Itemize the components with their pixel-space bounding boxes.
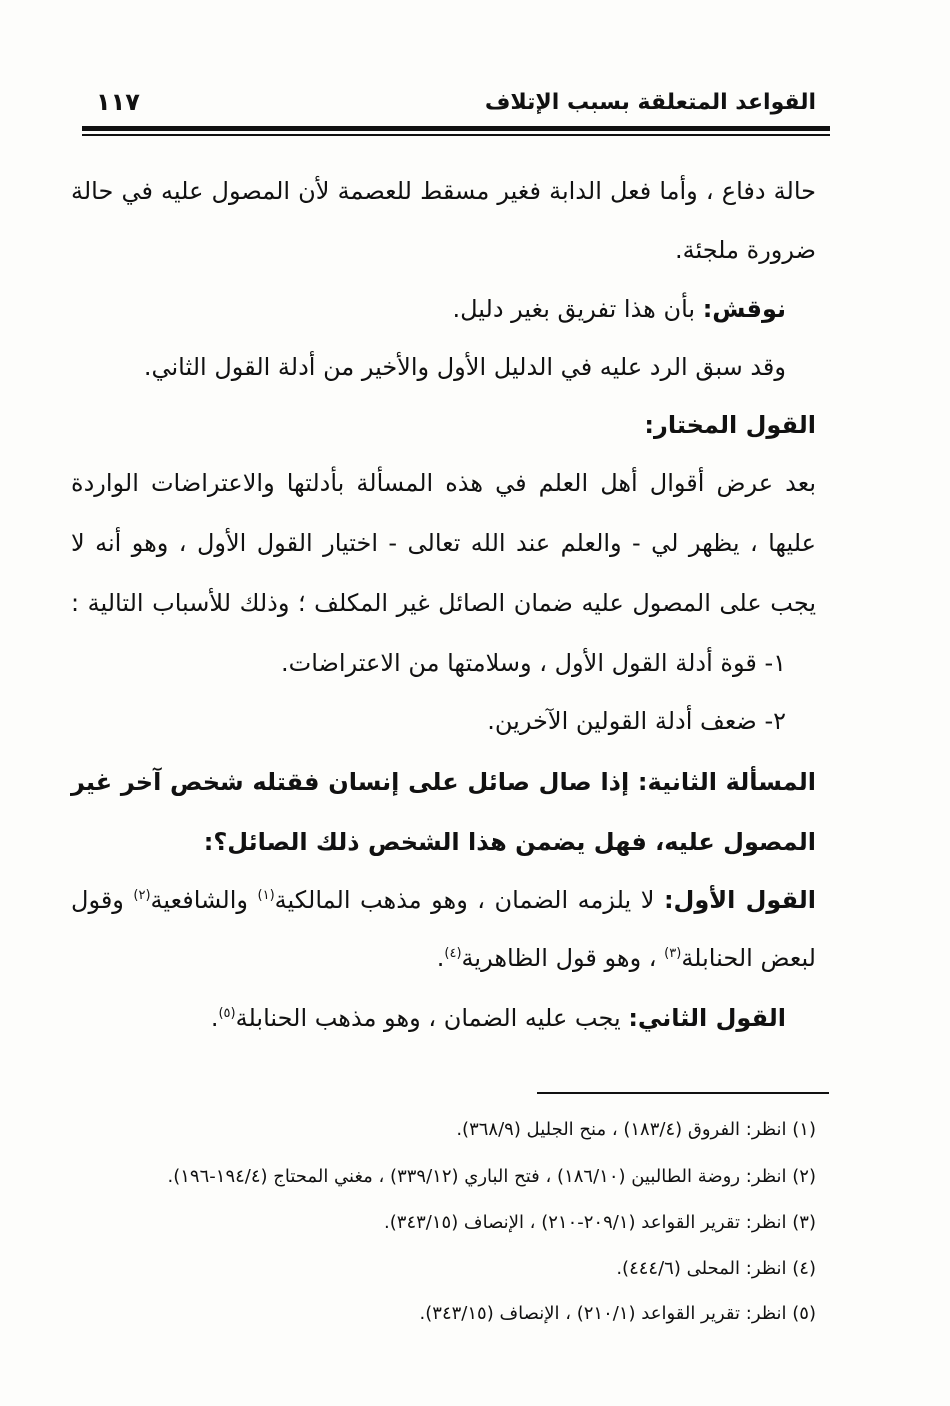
issue-heading-line-2: المصول عليه، فهل يضمن هذا الشخص ذلك الصائل؟: bbox=[203, 828, 816, 856]
objection-text: بأن هذا تفريق بغير دليل. bbox=[452, 295, 703, 323]
footnote-4: (٤) انظر: المحلى (٤٤٤/٦). bbox=[616, 1258, 816, 1279]
first-opinion-text-b: والشافعية bbox=[150, 886, 258, 914]
body-line-1: حالة دفاع ، وأما فعل الدابة فغير مسقط للعصمة لأن المصول عليه في حالة bbox=[71, 177, 816, 205]
reason-1: ١- قوة أدلة القول الأول ، وسلامتها من الاعتراضات. bbox=[280, 649, 786, 677]
footnote-ref-4[interactable]: (٤) bbox=[444, 946, 462, 961]
footnote-1: (١) انظر: الفروق (١٨٣/٤) ، منح الجليل (٣٦٨/٩). bbox=[456, 1119, 816, 1140]
second-opinion-text-b: . bbox=[210, 1004, 219, 1032]
running-header-title: القواعد المتعلقة بسبب الإتلاف bbox=[484, 90, 816, 115]
objection-label: نوقش: bbox=[702, 295, 786, 323]
footnote-5: (٥) انظر: تقرير القواعد (٢١٠/١) ، الإنصاف (٣٤٣/١٥). bbox=[419, 1303, 816, 1324]
first-opinion-text-f: . bbox=[436, 944, 445, 972]
issue-heading-line-1: المسألة الثانية: إذا صال صائل على إنسان فقتله شخص آخر غير bbox=[71, 768, 816, 796]
footnote-ref-2[interactable]: (٢) bbox=[133, 888, 151, 903]
first-opinion-line-1 bbox=[71, 883, 816, 917]
header-rule-thin bbox=[82, 134, 830, 136]
heading-chosen-opinion: القول المختار: bbox=[644, 411, 816, 439]
body-line-8: يجب على المصول عليه ضمان الصائل غير المكلف ؛ وذلك للأسباب التالية : bbox=[71, 589, 816, 617]
footnote-separator bbox=[537, 1092, 829, 1094]
footnote-ref-5[interactable]: (٥) bbox=[218, 1006, 236, 1021]
first-opinion-text-e: ، وهو قول الظاهرية bbox=[461, 944, 665, 972]
second-opinion-line bbox=[211, 1001, 786, 1035]
first-opinion-line-2 bbox=[437, 941, 816, 975]
first-opinion-text-d: لبعض الحنابلة bbox=[681, 944, 816, 972]
footnote-3: (٣) انظر: تقرير القواعد (٢٠٩/١-٢١٠) ، الإنصاف (٣٤٣/١٥). bbox=[384, 1212, 816, 1233]
first-opinion-label: القول الأول: bbox=[663, 886, 816, 914]
footnote-ref-1[interactable]: (١) bbox=[257, 888, 275, 903]
footnote-2: (٢) انظر: روضة الطالبين (١٨٦/١٠) ، فتح الباري (٣٣٩/١٢) ، مغني المحتاج (١٩٤/٤-١٩٦). bbox=[167, 1166, 816, 1187]
header-rule-thick bbox=[82, 126, 830, 131]
objection-line bbox=[452, 292, 786, 326]
second-opinion-label: القول الثاني: bbox=[628, 1004, 786, 1032]
footnote-ref-3[interactable]: (٣) bbox=[664, 946, 682, 961]
body-line-7: عليها ، يظهر لي - والعلم عند الله تعالى - اختيار القول الأول ، وهو أنه لا bbox=[71, 529, 816, 557]
body-line-6: بعد عرض أقوال أهل العلم في هذه المسألة بأدلتها والاعتراضات الواردة bbox=[71, 469, 816, 497]
second-opinion-text-a: يجب عليه الضمان ، وهو مذهب الحنابلة bbox=[235, 1004, 629, 1032]
page-number: ١١٧ bbox=[96, 88, 140, 116]
body-line-4: وقد سبق الرد عليه في الدليل الأول والأخير من أدلة القول الثاني. bbox=[143, 353, 786, 381]
first-opinion-text-a: لا يلزمه الضمان ، وهو مذهب المالكية bbox=[274, 886, 664, 914]
reason-2: ٢- ضعف أدلة القولين الآخرين. bbox=[487, 707, 786, 735]
first-opinion-text-c: وقول bbox=[71, 886, 134, 914]
body-line-2: ضرورة ملجئة. bbox=[674, 236, 816, 264]
